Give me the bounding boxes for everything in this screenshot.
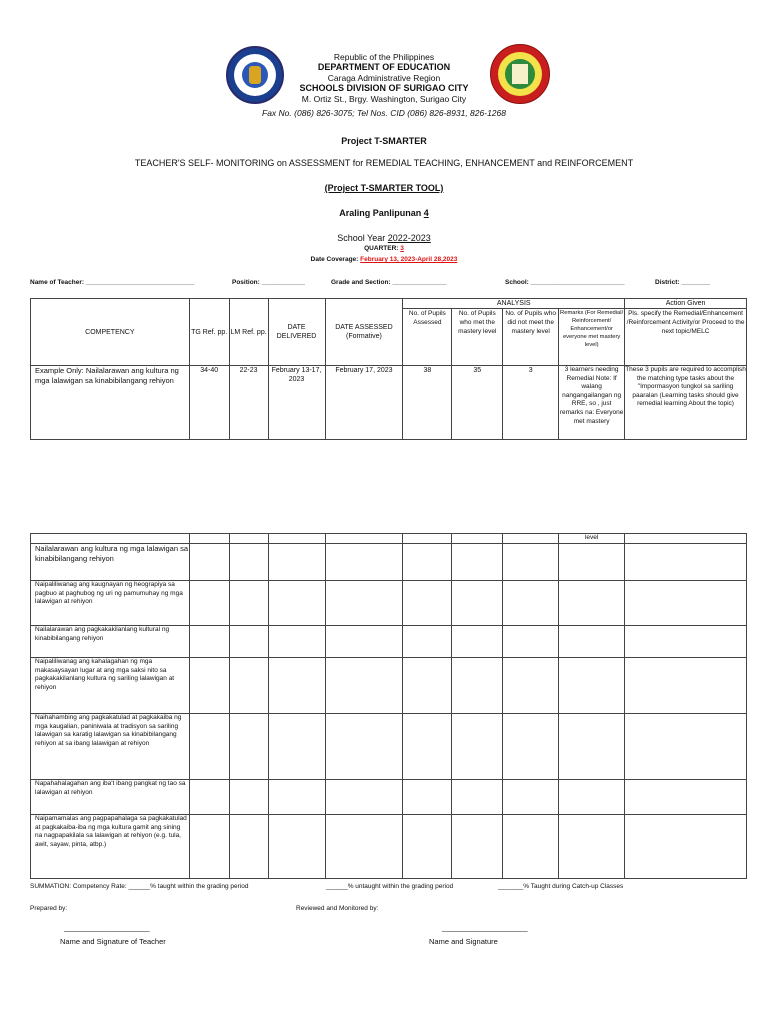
school-field: School: __________________________ (505, 279, 625, 286)
teacher-signature-line: ______________________ (64, 925, 150, 932)
carryover-remark: level (559, 534, 625, 544)
subject-line (0, 209, 768, 218)
pupils-not-met-header: No. of Pupils who did not meet the mastery level (503, 309, 559, 366)
summation-taught: SUMMATION: Competency Rate: ______% taught within the grading period (30, 883, 249, 890)
carryover-row (31, 534, 747, 544)
competency-row (31, 780, 747, 815)
quarter-line (0, 246, 768, 253)
competency-row (31, 714, 747, 780)
example-remarks: 3 learners needing Remedial Note: If walang nangangailangan ng RRE, so , just remarks na: Everyone met mastery (559, 366, 625, 440)
competency-row (31, 581, 747, 626)
pupils-met-header: No. of Pupils who met the mastery level (452, 309, 503, 366)
address-line: M. Ortiz St., Brgy. Washington, Surigao City (301, 94, 467, 104)
teacher-name-field: Name of Teacher: ______________________________ (30, 279, 195, 286)
action-specify-header: Pls. specify the Remedial/Enhancement /Reinforcement Activity/or Proceed to the next topic/MELC (625, 309, 747, 366)
remarks-header: Remarks (For Remedial/ Reinforcement/ Enhancement/or everyone met mastery level) (559, 309, 625, 366)
competency-row (31, 815, 747, 879)
quarter-label: QUARTER: (364, 245, 399, 252)
summation-catchup: _______% Taught during Catch-up Classes (498, 883, 624, 890)
school-year-line (0, 234, 768, 243)
example-met-count: 35 (452, 366, 503, 440)
tool-title: (Project T-SMARTER TOOL) (324, 183, 444, 193)
example-action: These 3 pupils are required to accomplish the matching type tasks about the "Impormasyon tungkol sa sariling paaralan (Learning tasks should give remedial learning About the topic) (625, 366, 747, 440)
example-date-delivered: February 13-17, 2023 (268, 366, 325, 440)
pupils-assessed-header: No. of Pupils Assessed (403, 309, 452, 366)
district-field: District: ________ (655, 279, 711, 286)
example-tg-ref: 34-40 (189, 366, 229, 440)
assessment-table-header (30, 298, 747, 440)
competency-cell: Naipaliliwanag ang kaugnayan ng heograpiya sa pagbuo at paghubog ng uri ng pamumuhay ng mga lalawigan at rehiyon (31, 581, 190, 626)
competency-cell: Naihahambing ang pagkakatulad at pagkakaiba ng mga kaugalian, paniniwala at tradisyon sa sariling lalawigan sa karatig lalawigan sa kinabibilangang rehiyon at sa ibang lalawigan at rehiyon (31, 714, 190, 780)
competency-table (30, 533, 747, 879)
reviewer-signature-caption: Name and Signature (429, 937, 498, 946)
coverage-label: Date Coverage: (310, 256, 359, 263)
quarter-value: 3 (400, 245, 404, 252)
summation-untaught: ______% untaught within the grading period (326, 883, 454, 890)
contact-line: Fax No. (086) 826-3075; Tel Nos. CID (086) 826-8931, 826-1268 (262, 108, 506, 118)
grade-section-field: Grade and Section: _______________ (331, 279, 447, 286)
competency-cell: Nailalarawan ang pagkakakilanlang kultural ng kinabibilangang rehiyon (31, 626, 190, 658)
teacher-signature-caption: Name and Signature of Teacher (60, 937, 166, 946)
school-year-label: School Year (337, 233, 386, 243)
school-year-value: 2022-2023 (387, 233, 431, 243)
coverage-line (0, 257, 768, 264)
lm-ref-header: LM Ref. pp. (229, 299, 268, 366)
competency-header: COMPETENCY (31, 299, 190, 366)
competency-cell: Napahahalagahan ang iba't ibang pangkat ng tao sa lalawigan at rehiyon (31, 780, 190, 815)
division-line: SCHOOLS DIVISION OF SURIGAO CITY (299, 83, 469, 93)
subject-grade: 4 (423, 208, 429, 218)
competency-cell: Nailalarawan ang kultura ng mga lalawigan sa kinabibilangang rehiyon (31, 544, 190, 581)
example-date-assessed: February 17, 2023 (325, 366, 403, 440)
example-row (31, 366, 747, 440)
position-field: Position: ____________ (232, 279, 305, 286)
example-assessed-count: 38 (403, 366, 452, 440)
subject-label: Araling Panlipunan (339, 208, 422, 218)
competency-row (31, 626, 747, 658)
competency-cell: Naipamamalas ang pagpapahalaga sa pagkakatulad at pagkakaiba-iba ng mga kultura gamit ang sining na nagpapakilala sa lalawigan at rehiyon (e.g. tula, awit, sayaw, pinta, atbp.) (31, 815, 190, 879)
prepared-by-label: Prepared by: (30, 905, 68, 912)
action-given-header: Action Given (625, 299, 747, 309)
reviewer-signature-line: ______________________ (442, 925, 528, 932)
department-line: DEPARTMENT OF EDUCATION (317, 62, 451, 72)
analysis-header: ANALYSIS (403, 299, 625, 309)
tg-ref-header: TG Ref. pp. (189, 299, 229, 366)
example-not-met-count: 3 (503, 366, 559, 440)
competency-cell: Naipaliliwanag ang kahalagahan ng mga makasaysayan lugar at ang mga saksi nito sa pagkakakilanlang kultura ng sariling lalawigan at rehiyon (31, 658, 190, 714)
full-title: TEACHER'S SELF- MONITORING on ASSESSMENT for REMEDIAL TEACHING, ENHANCEMENT and REINFORCEMENT (134, 158, 634, 168)
date-delivered-header: DATE DELIVERED (268, 299, 325, 366)
coverage-value: February 13, 2023-April 28,2023 (360, 256, 458, 263)
date-assessed-header: DATE ASSESSED (Formative) (325, 299, 403, 366)
project-title: Project T-SMARTER (341, 136, 427, 146)
competency-row (31, 658, 747, 714)
competency-row (31, 544, 747, 581)
reviewed-by-label: Reviewed and Monitored by: (296, 905, 379, 912)
example-competency: Example Only: Nailalarawan ang kultura ng mga lalawigan sa kinabibilangang rehiyon (31, 366, 190, 440)
republic-line: Republic of the Philippines (333, 52, 435, 62)
region-line: Caraga Administrative Region (327, 73, 441, 83)
example-lm-ref: 22-23 (229, 366, 268, 440)
